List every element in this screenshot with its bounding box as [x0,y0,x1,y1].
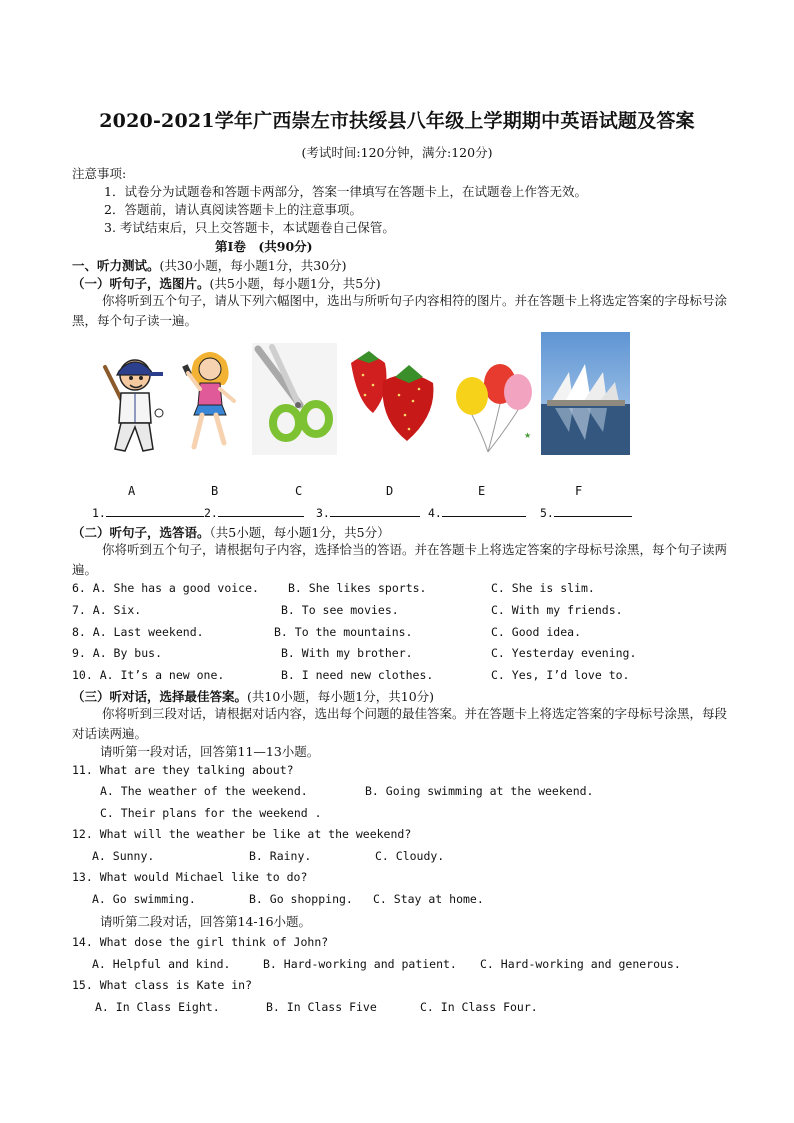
q13-option-b: B. Go shopping. [249,892,353,906]
q12: 12. What will the weather be like at the weekend? [72,827,412,841]
note-item-2: 2．答题前，请认真阅读答题卡上的注意事项。 [104,202,362,217]
q15-option-a: A. In Class Eight. [95,1000,220,1014]
q13-option-c: C. Stay at home. [373,892,484,906]
q7-option-c: C. With my friends. [491,603,623,617]
sub3-instructions: 你将听到三段对话，请根据对话内容，选出每个问题的最佳答案。并在答题卡上将选定答案的字母标号涂黑，每段对话读两遍。 [72,706,728,741]
answer-blank-1[interactable]: 1. [92,504,204,520]
image-letter-b: B [211,484,219,498]
q11-option-a: A. The weather of the weekend. [100,784,308,798]
svg-text:★: ★ [524,431,532,440]
sub1-desc: (共5小题，每小题1分，共5分) [209,276,381,291]
scissors-icon [252,343,337,455]
q15: 15. What class is Kate in? [72,978,253,992]
exam-time-info: (考试时间:120分钟，满分:120分) [301,145,493,160]
q8-option-a: 8. A. Last weekend. [72,625,204,639]
q7-option-a: 7. A. Six. [72,603,142,617]
sub3-line [72,687,434,705]
q10-option-c: C. Yes, I’d love to. [491,668,630,682]
image-letter-d: D [386,484,394,498]
sub3-heading: （三）听对话，选择最佳答案。 [72,689,248,704]
notes-heading: 注意事项: [72,166,127,181]
sub2-heading: （二）听句子，选答语。 [72,525,210,540]
baseball-player-icon [95,345,170,457]
sub2-instructions: 你将听到五个句子，请根据句子内容，选择恰当的答语。并在答题卡上将选定答案的字母标号涂黑，每个句子读两遍。 [72,542,728,577]
q14: 14. What dose the girl think of John? [72,935,329,949]
q13-option-a: A. Go swimming. [92,892,196,906]
q6-option-c: C. She is slim. [491,581,595,595]
q9-option-c: C. Yesterday evening. [491,646,637,660]
strawberries-icon [345,345,440,445]
q15-option-c: C. In Class Four. [420,1000,538,1014]
image-letter-f: F [575,484,583,498]
part1-heading: 第Ⅰ卷 (共90分) [215,239,313,254]
q6-option-b: B. She likes sports. [288,581,427,595]
q11: 11. What are they talking about? [72,763,294,777]
q11-option-c: C. Their plans for the weekend . [100,806,322,820]
q10-option-b: B. I need new clothes. [281,668,434,682]
q12-option-a: A. Sunny. [92,849,155,863]
image-letter-e: E [478,484,486,498]
sub2-desc: （共5小题，每小题1分，共5分） [209,525,390,540]
q8-option-b: B. To the mountains. [274,625,413,639]
opera-house-icon [541,332,630,455]
section1-desc: (共30小题，每小题1分，共30分) [159,258,347,273]
answer-blank-5[interactable]: 5. [540,504,632,520]
q15-option-b: B. In Class Five [266,1000,377,1014]
image-letter-a: A [128,484,136,498]
singing-girl-icon [180,343,240,455]
answer-blank-3[interactable]: 3. [316,504,420,520]
image-letter-c: C [295,484,303,498]
q14-option-b: B. Hard-working and patient. [263,957,457,971]
q12-option-c: C. Cloudy. [375,849,445,863]
q9-option-b: B. With my brother. [281,646,413,660]
q7-option-b: B. To see movies. [281,603,399,617]
q10-option-a: 10. A. It’s a new one. [72,668,225,682]
note-item-1: 1．试卷分为试题卷和答题卡两部分，答案一律填写在答题卡上，在试题卷上作答无效。 [104,184,587,199]
answer-blank-2[interactable]: 2. [204,504,304,520]
q6-option-a: 6. A. She has a good voice. [72,581,259,595]
q9-option-a: 9. A. By bus. [72,646,163,660]
answer-blank-4[interactable]: 4. [428,504,526,520]
dialog2-intro: 请听第二段对话，回答第14-16小题。 [100,914,312,929]
q11-option-b: B. Going swimming at the weekend. [365,784,594,798]
q14-option-a: A. Helpful and kind. [92,957,231,971]
q8-option-c: C. Good idea. [491,625,582,639]
q14-option-c: C. Hard-working and generous. [480,957,681,971]
section1-heading: 一、听力测试。 [72,258,160,273]
balloons-icon [452,356,537,456]
section1-line [72,256,347,274]
sub1-instructions: 你将听到五个句子，请从下列六幅图中，选出与所听句子内容相符的图片。并在答题卡上将选定答案的字母标号涂黑，每个句子读一遍。 [72,293,728,328]
q12-option-b: B. Rainy. [249,849,312,863]
sub2-line [72,523,390,541]
q13: 13. What would Michael like to do? [72,870,308,884]
note-item-3: 3. 考试结束后，只上交答题卡，本试题卷自己保管。 [104,220,395,235]
dialog1-intro: 请听第一段对话，回答第11—13小题。 [100,744,320,759]
sub3-desc: (共10小题，每小题1分，共10分) [247,689,435,704]
sub1-line [72,274,381,292]
page-title: 2020-2021学年广西崇左市扶绥县八年级上学期期中英语试题及答案 [99,110,695,132]
sub1-heading: （一）听句子，选图片。 [72,276,210,291]
